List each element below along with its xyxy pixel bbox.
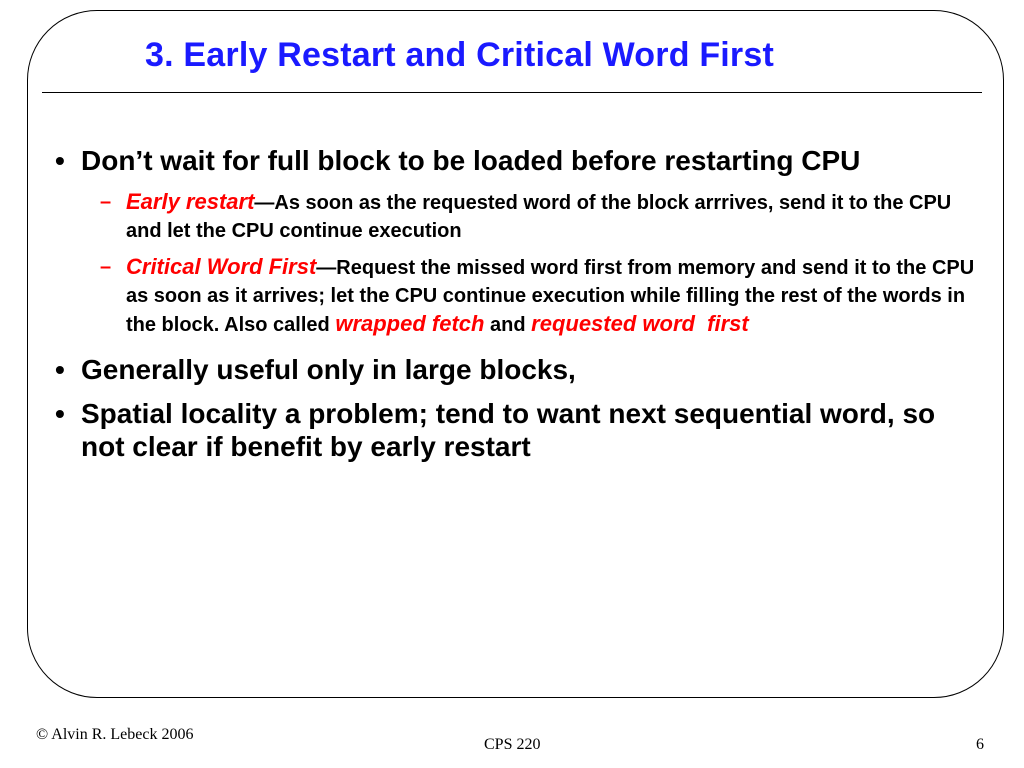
term-wrapped-fetch: wrapped fetch <box>335 311 485 336</box>
bullet-text: Generally useful only in large blocks, <box>81 354 576 385</box>
dash-icon: – <box>100 191 112 213</box>
sub-bullet-conjunction: and <box>484 314 532 336</box>
bullet-dot-icon: • <box>55 354 65 385</box>
bullet-text: Don’t wait for full block to be loaded before restarting CPU <box>81 145 861 176</box>
slide-body <box>52 144 982 474</box>
dash-icon: – <box>100 256 112 278</box>
sub-bullet-item <box>95 253 982 339</box>
bullet-item <box>52 144 982 177</box>
sub-bullet-item <box>95 188 982 245</box>
bullet-item <box>52 397 982 463</box>
title-divider <box>42 92 982 93</box>
sub-bullet-text: —As soon as the requested word of the block arrrives, send it to the CPU and let the CPU continue execution <box>126 192 952 242</box>
footer-page-number: 6 <box>976 736 984 753</box>
bullet-item <box>52 353 982 386</box>
term-requested-word-first: requested word first <box>531 311 749 336</box>
term-early-restart: Early restart <box>126 189 255 214</box>
sub-bullet-text: —Request the missed word first from memory and send it to the CPU as soon as it arrives; let the CPU continue execution while filling the rest of the words in the block. Also called <box>126 257 975 336</box>
bullet-dot-icon: • <box>55 398 65 429</box>
term-critical-word-first: Critical Word First <box>126 254 317 279</box>
footer-course: CPS 220 <box>484 736 541 753</box>
bullet-dot-icon: • <box>55 145 65 176</box>
footer-copyright: © Alvin R. Lebeck 2006 <box>36 726 194 743</box>
slide-title: 3. Early Restart and Critical Word First <box>145 36 774 74</box>
bullet-text: Spatial locality a problem; tend to want next sequential word, so not clear if benefit by early restart <box>81 398 936 462</box>
